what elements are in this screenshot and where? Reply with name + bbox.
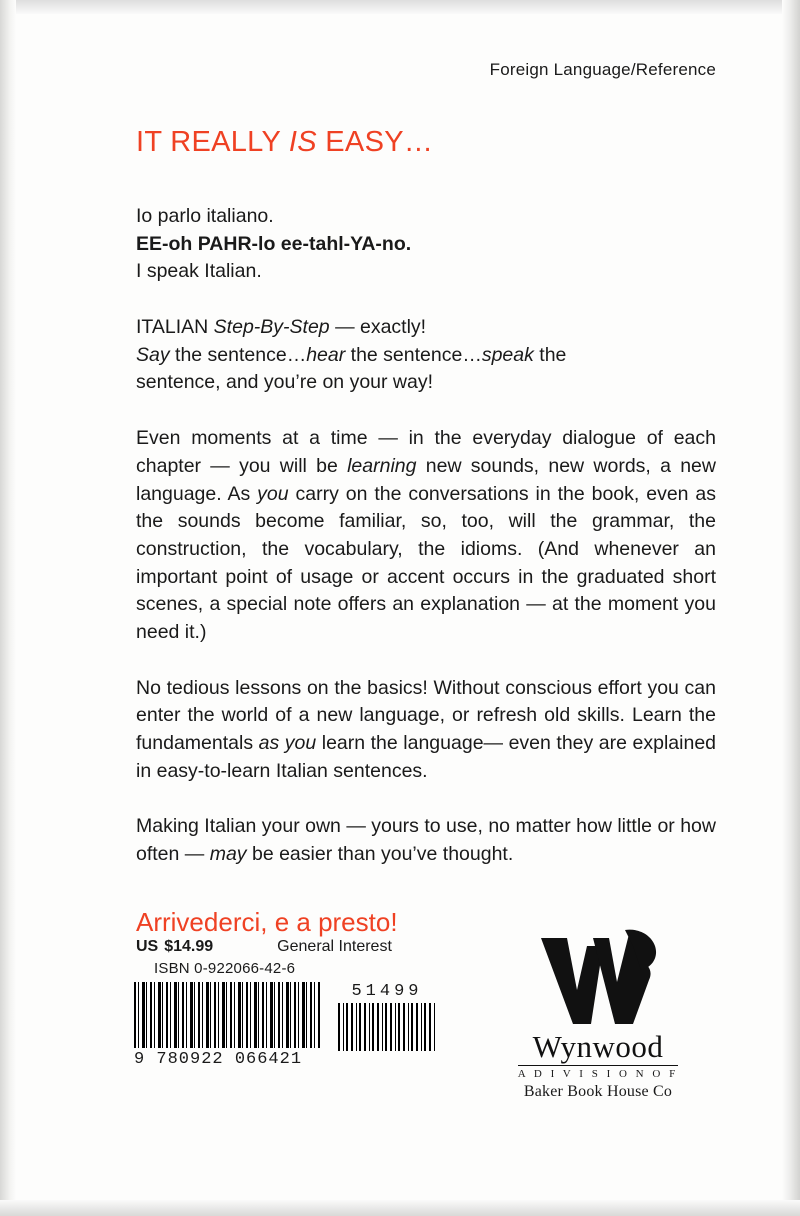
paper-edge-left: [0, 0, 16, 1216]
price-currency-label: US: [136, 938, 159, 955]
tagline-seg-b: the sentence…: [169, 343, 307, 366]
paper-edge-top: [0, 0, 800, 14]
para3-italic-as-you: as you: [258, 732, 317, 754]
tagline-hear: hear: [306, 343, 346, 366]
paper-edge-right: [782, 0, 800, 1216]
headline: [136, 126, 716, 159]
tagline-line-3: sentence, and you’re on your way!: [136, 371, 434, 394]
publisher-parent-name: Baker Book House Co: [523, 1083, 673, 1100]
para2-part3: carry on the conversations in the book, even as the sounds become familiar, so, too, will the grammar, the construction, the vocabulary, the idioms. (And whenever an important point of usage or accent occurs in the graduated short scenes, a special note offers an explanation — at the moment you need it.): [136, 482, 717, 643]
paragraph-learning: [136, 425, 716, 647]
para2-italic-learning: learning: [347, 454, 417, 477]
para3-part2: learn the language— even they are explained in easy-to-learn Italian sentences.: [136, 732, 717, 782]
category-label: Foreign Language/Reference: [489, 60, 716, 79]
tagline-block: [136, 314, 716, 397]
para4-italic-may: may: [209, 843, 247, 866]
general-interest-label: General Interest: [277, 938, 392, 955]
tagline-title-italic: Step-By-Step: [213, 316, 330, 339]
para2-part2: new sounds, new words, a new language. As: [136, 454, 716, 505]
barcode-addon-5digit: [338, 982, 436, 1051]
price-value: $14.99: [164, 938, 214, 955]
tagline-line-2: [136, 342, 716, 370]
tagline-title-rest: — exactly!: [329, 316, 427, 339]
tagline-seg-d: the sentence…: [345, 343, 482, 366]
phrase-italian: Io parlo italiano.: [136, 205, 274, 227]
barcode-digits: 9 780922 066421: [134, 1050, 303, 1069]
tagline-speak: speak: [481, 343, 534, 366]
para3-part1: No tedious lessons on the basics! Without conscious effort you can enter the world of a new language, or refresh old skills. Learn the fundamentals: [136, 676, 716, 754]
para4-part2: be easier than you’ve thought.: [246, 843, 514, 866]
barcode-addon-bars: [338, 1003, 436, 1051]
para4-part1: Making Italian your own — yours to use, no matter how little or how often —: [136, 815, 716, 866]
w-monogram-icon: [533, 928, 663, 1024]
barcode-ean13: [134, 982, 320, 1069]
publisher-name: Wynwood: [532, 1029, 664, 1064]
barcode-bars: [134, 982, 320, 1048]
tagline-line-1: [136, 314, 716, 342]
para2-italic-you: you: [257, 482, 289, 505]
publisher-block: [498, 928, 698, 1101]
paper-edge-bottom: [0, 1200, 800, 1216]
price-isbn-block: [136, 938, 466, 977]
isbn-text: ISBN 0-922066-42-6: [154, 960, 296, 977]
closing-line: Arrivederci, e a presto!: [136, 906, 398, 937]
publisher-division-line: A D I V I S I O N O F: [518, 1065, 678, 1080]
cover-text-content: [136, 60, 716, 938]
price-row: [136, 938, 466, 956]
para2-part1: Even moments at a time — in the everyday dialogue of each chapter — you will be: [136, 427, 716, 477]
barcode-addon-digits: 51499: [351, 982, 423, 1001]
headline-after: EASY…: [316, 126, 434, 158]
headline-emphasis: IS: [288, 126, 317, 158]
paragraph-no-tedious: [136, 675, 716, 786]
sample-phrase: [136, 203, 716, 286]
paragraph-making-italian: [136, 813, 716, 868]
tagline-seg-f: the: [533, 343, 567, 366]
tagline-say: Say: [136, 343, 170, 366]
phrase-english: I speak Italian.: [136, 260, 262, 283]
headline-before: IT REALLY: [136, 126, 289, 158]
tagline-title: ITALIAN: [136, 316, 214, 339]
phrase-pronunciation: EE-oh PAHR-lo ee-tahl-YA-no.: [136, 232, 412, 255]
